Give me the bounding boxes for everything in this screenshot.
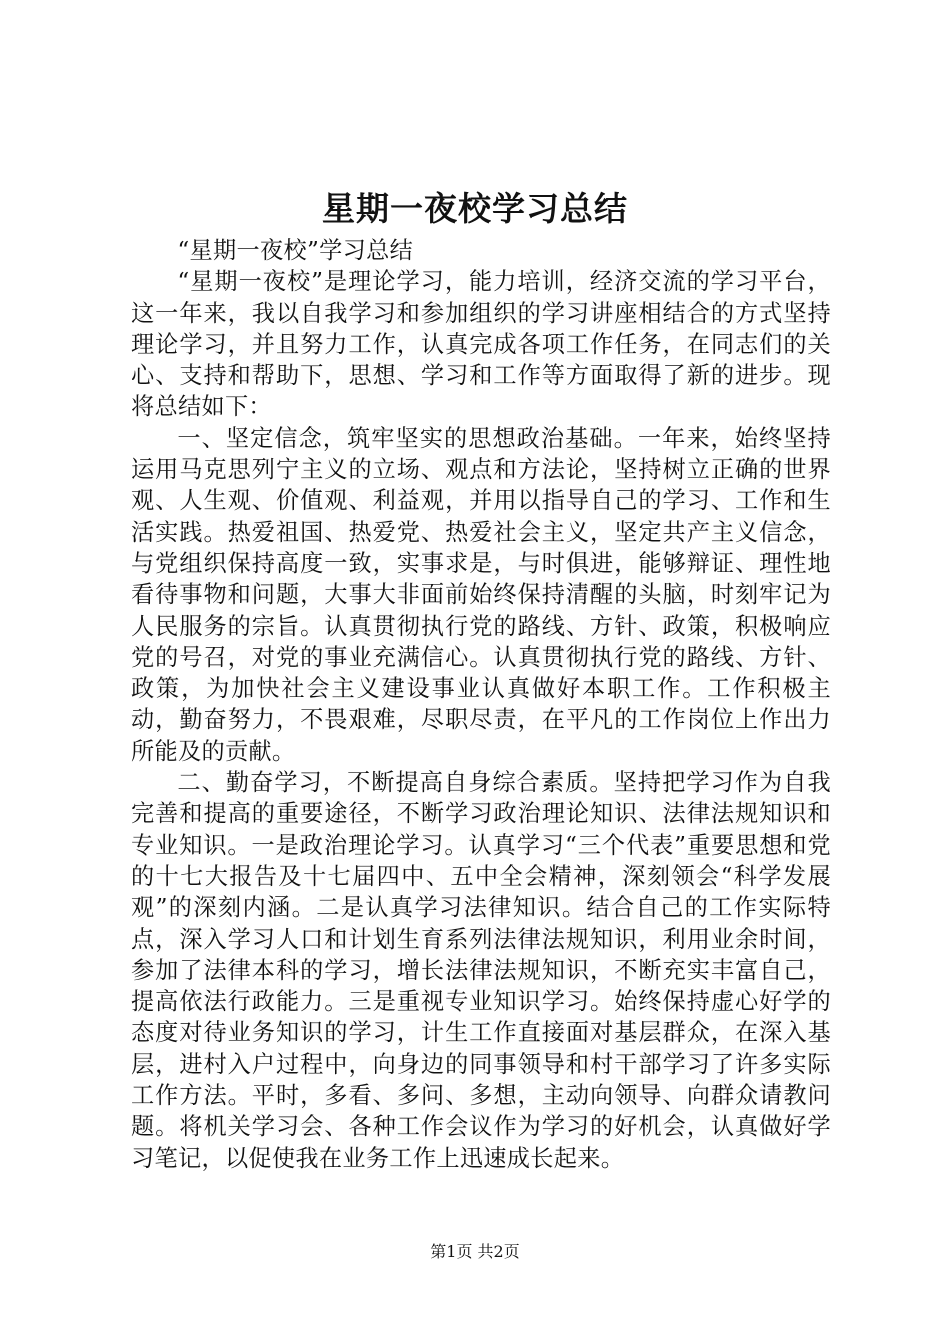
section-one-paragraph: 一、坚定信念，筑牢坚实的思想政治基础。一年来，始终坚持运用马克思列宁主义的立场、观点和方法论，坚持树立正确的世界观、人生观、价值观、利益观，并用以指导自己的学习、工作和生活实践。热爱祖国、热爱党、热爱社会主义，坚定共产主义信念，与党组织保持高度一致，实事求是，与时俱进，能够辩证、理性地看待事物和问题，大事大非面前始终保持清醒的头脑，时刻牢记为人民服务的宗旨。认真贯彻执行党的路线、方针、政策，积极响应党的号召，对党的事业充满信心。认真贯彻执行党的路线、方针、政策，为加快社会主义建设事业认真做好本职工作。工作积极主动，勤奋努力，不畏艰难，尽职尽责，在平凡的工作岗位上作出力所能及的贡献。 [131,424,831,765]
page-footer: 第1页 共2页 [430,1242,520,1261]
document-body [131,235,831,1174]
section-two-paragraph: 二、勤奋学习，不断提高自身综合素质。坚持把学习作为自我完善和提高的重要途径，不断学习政治理论知识、法律法规知识和专业知识。一是政治理论学习。认真学习“三个代表”重要思想和党的十七大报告及十七届四中、五中全会精神，深刻领会“科学发展观”的深刻内涵。二是认真学习法律知识。结合自己的工作实际特点，深入学习人口和计划生育系列法律法规知识，利用业余时间，参加了法律本科的学习，增长法律法规知识，不断充实丰富自己，提高依法行政能力。三是重视专业知识学习。始终保持虚心好学的态度对待业务知识的学习，计生工作直接面对基层群众，在深入基层，进村入户过程中，向身边的同事领导和村干部学习了许多实际工作方法。平时，多看、多问、多想，主动向领导、向群众请教问题。将机关学习会、各种工作会议作为学习的好机会，认真做好学习笔记，以促使我在业务工作上迅速成长起来。 [131,769,831,1172]
intro-paragraph: “星期一夜校”是理论学习，能力培训，经济交流的学习平台，这一年来，我以自我学习和参加组织的学习讲座相结合的方式坚持理论学习，并且努力工作，认真完成各项工作任务，在同志们的关心、支持和帮助下，思想、学习和工作等方面取得了新的进步。现将总结如下： [131,268,831,421]
document-title: 星期一夜校学习总结 [322,189,628,228]
subtitle-paragraph: “星期一夜校”学习总结 [177,237,414,264]
